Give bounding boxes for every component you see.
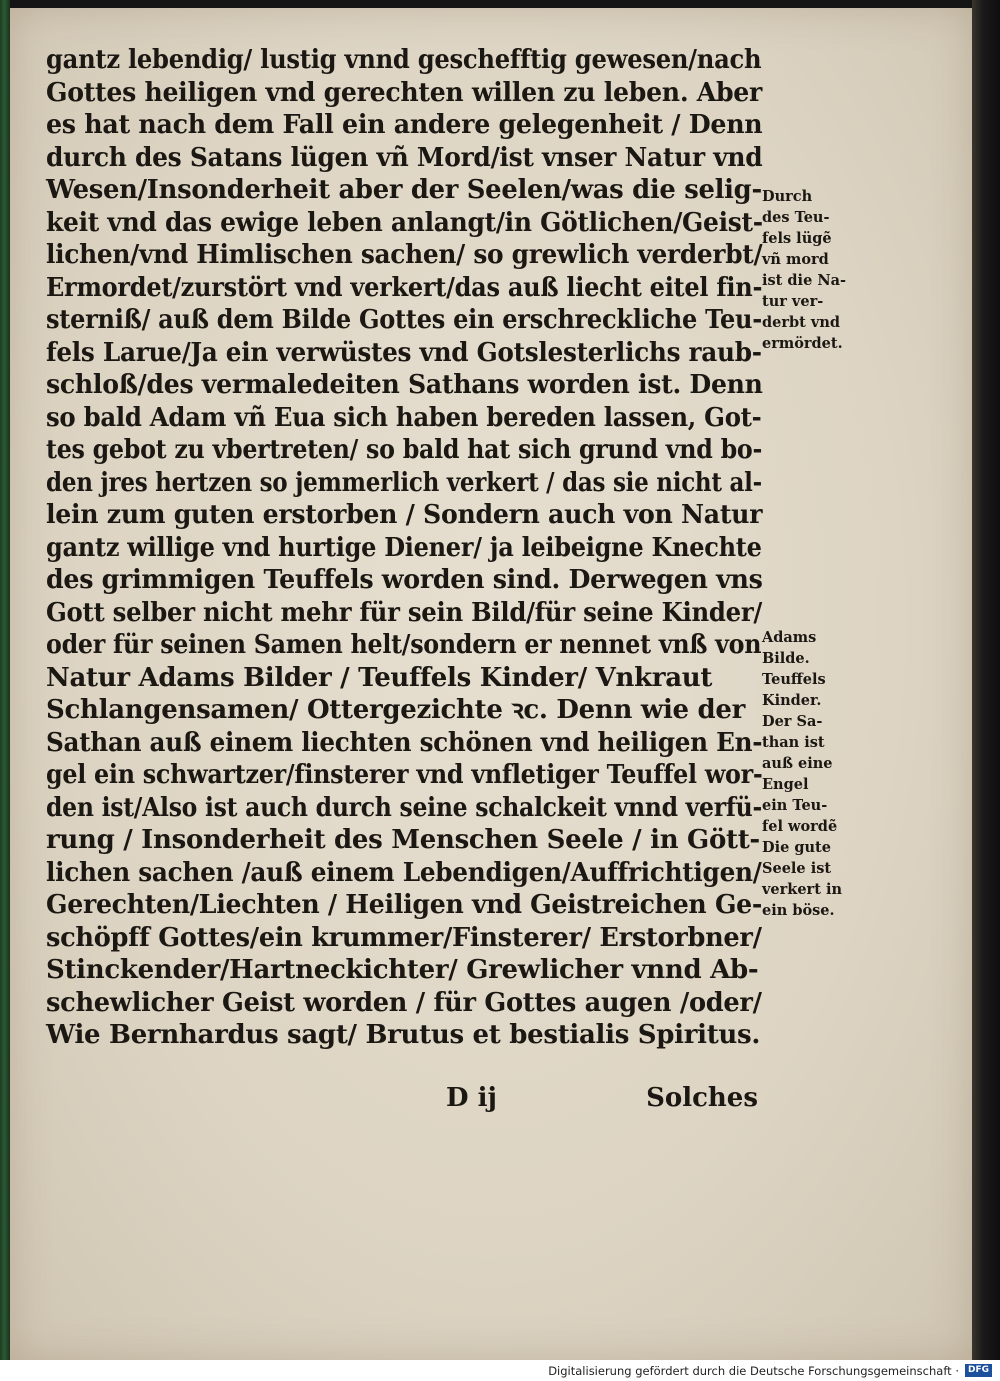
signature-line <box>46 1083 766 1117</box>
text-line: lichen/vnd Himlischen sachen/ so grewlich verderbt/ <box>46 240 763 270</box>
text-line: des grimmigen Teuffels worden sind. Derwegen vns <box>46 565 763 595</box>
margin-note-line: des Teu- <box>762 209 830 226</box>
text-line: Natur Adams Bilder / Teuffels Kinder/ Vnkraut <box>46 662 713 693</box>
text-line: Wesen/Insonderheit aber der Seelen/was die selig- <box>46 175 762 205</box>
text-line: es hat nach dem Fall ein andere gelegenheit / Denn <box>46 110 763 140</box>
text-line: Ermordet/zurstört vnd verkert/das auß liecht eitel fin- <box>46 272 763 303</box>
margin-notes <box>762 186 872 919</box>
margin-note-line: ein böse. <box>762 902 835 919</box>
margin-note-line: fel wordẽ <box>762 818 838 835</box>
text-line: Gerechten/Liechten / Heiligen vnd Geistreichen Ge- <box>46 890 763 920</box>
margin-note-line: Durch <box>762 188 813 205</box>
text-line: gantz willige vnd hurtige Diener/ ja leibeigne Knechte <box>46 532 762 563</box>
catchword: Solches <box>646 1083 758 1113</box>
text-line: durch des Satans lügen vñ Mord/ist vnser Natur vnd <box>46 142 763 173</box>
margin-note-line: Teuffels <box>762 671 826 688</box>
margin-note-line: derbt vnd <box>762 314 840 331</box>
footer-credit <box>0 1360 1000 1381</box>
margin-note-line: Engel <box>762 776 809 793</box>
margin-note-line: ist die Na- <box>762 272 847 289</box>
margin-note-1 <box>762 186 872 354</box>
margin-note-line: Die gute <box>762 839 831 856</box>
text-line: Wie Bernhardus sagt/ Brutus et bestialis Spiritus. <box>46 1020 761 1050</box>
text-line: gel ein schwartzer/finsterer vnd vnfletiger Teuffel wor- <box>46 760 763 790</box>
text-line: sterniß/ auß dem Bilde Gottes ein erschreckliche Teu- <box>46 305 762 335</box>
margin-note-line: verkert in <box>762 881 842 898</box>
main-text-block <box>46 44 766 1052</box>
signature-mark: D ij <box>446 1083 497 1113</box>
text-line: schloß/des vermaledeiten Sathans worden ist. Denn <box>46 370 763 400</box>
margin-note-line: Der Sa- <box>762 713 823 730</box>
text-line: keit vnd das ewige leben anlangt/in Götlichen/Geist- <box>46 207 763 238</box>
text-line: tes gebot zu vbertreten/ so bald hat sich grund vnd bo- <box>46 435 763 465</box>
text-line: lein zum guten erstorben / Sondern auch von Natur <box>46 500 763 530</box>
dfg-logo: DFG <box>965 1364 992 1377</box>
text-line: fels Larue/Ja ein verwüstes vnd Gotslesterlichs raub- <box>46 337 762 368</box>
margin-note-line: auß eine <box>762 755 833 772</box>
margin-note-line: ein Teu- <box>762 797 828 814</box>
text-line: Schlangensamen/ Ottergezichte ꝛc. Denn wie der <box>46 695 746 725</box>
margin-note-line: Kinder. <box>762 692 822 709</box>
text-line: den ist/Also ist auch durch seine schalckeit vnnd verfü- <box>46 792 762 823</box>
text-line: rung / Insonderheit des Menschen Seele / in Gött- <box>46 825 760 855</box>
text-line: Gottes heiligen vnd gerechten willen zu leben. Aber <box>46 77 763 108</box>
text-line: so bald Adam vñ Eua sich haben bereden lassen, Got- <box>46 402 762 433</box>
text-line: Gott selber nicht mehr für sein Bild/für seine Kinder/ <box>46 597 763 628</box>
text-line: oder für seinen Samen helt/sondern er nennet vnß von <box>46 630 762 660</box>
margin-note-line: Bilde. <box>762 650 810 667</box>
text-line: Stinckender/Hartneckichter/ Grewlicher vnnd Ab- <box>46 955 759 985</box>
text-line: den jres hertzen so jemmerlich verkert / das sie nicht al- <box>46 467 762 498</box>
text-line: gantz lebendig/ lustig vnnd geschefftig gewesen/nach <box>46 45 762 75</box>
text-line: schewlicher Geist worden / für Gottes augen /oder/ <box>46 987 762 1018</box>
binding-edge <box>0 0 10 1360</box>
page-edge <box>972 0 1000 1360</box>
footer-credit-text: Digitalisierung gefördert durch die Deutsche Forschungsgemeinschaft · <box>548 1363 959 1378</box>
margin-note-line: than ist <box>762 734 825 751</box>
margin-note-line: Seele ist <box>762 860 832 877</box>
margin-note-2 <box>762 627 842 921</box>
margin-note-line: tur ver- <box>762 293 824 310</box>
margin-note-line: Adams <box>762 629 817 646</box>
text-line: schöpff Gottes/ein krummer/Finsterer/ Erstorbner/ <box>46 922 762 953</box>
margin-note-line: vñ mord <box>762 251 829 268</box>
text-line: lichen sachen /auß einem Lebendigen/Auffrichtigen/ <box>46 857 762 888</box>
margin-note-line: fels lügẽ <box>762 230 832 247</box>
text-line: Sathan auß einem liechten schönen vnd heiligen En- <box>46 727 763 758</box>
margin-note-line: ermördet. <box>762 335 843 352</box>
